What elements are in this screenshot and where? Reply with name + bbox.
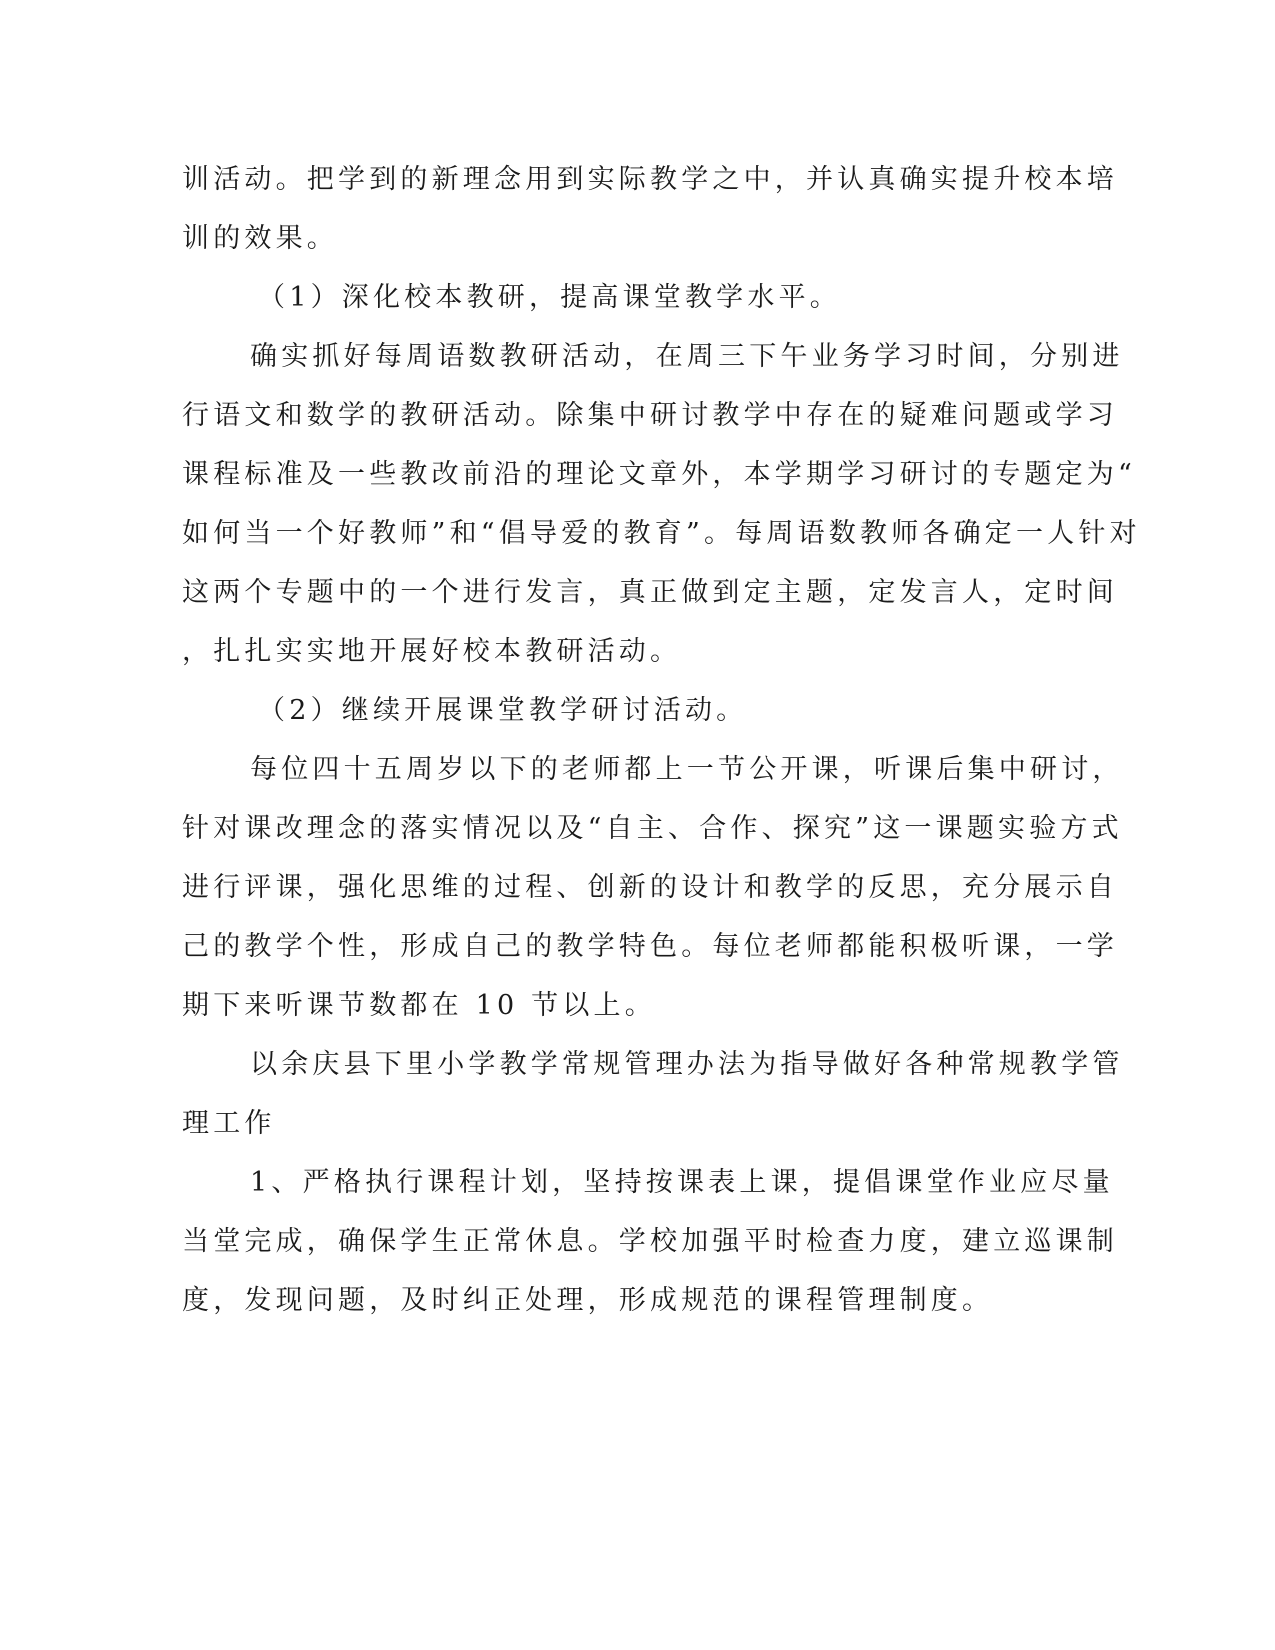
body-text-line: 行语文和数学的教研活动。除集中研讨教学中存在的疑难问题或学习 — [182, 400, 1118, 431]
paragraph-first-line: 1、严格执行课程计划，坚持按课表上课，提倡课堂作业应尽量 — [250, 1167, 1114, 1198]
section-heading-2: （2）继续开展课堂教学研讨活动。 — [258, 695, 748, 726]
body-text-line: 理工作 — [182, 1108, 276, 1139]
body-text-line: 度，发现问题，及时纠正处理，形成规范的课程管理制度。 — [182, 1285, 994, 1316]
paragraph-first-line: 每位四十五周岁以下的老师都上一节公开课，听课后集中研讨， — [250, 754, 1124, 785]
section-heading-1: （1）深化校本教研，提高课堂教学水平。 — [258, 282, 841, 313]
body-text-line: 这两个专题中的一个进行发言，真正做到定主题，定发言人，定时间 — [182, 577, 1118, 608]
body-text-line: 己的教学个性，形成自己的教学特色。每位老师都能积极听课，一学 — [182, 931, 1118, 962]
paragraph-first-line: 以余庆县下里小学教学常规管理办法为指导做好各种常规教学管 — [250, 1049, 1124, 1080]
body-text-line: 课程标准及一些教改前沿的理论文章外，本学期学习研讨的专题定为“ — [182, 459, 1137, 490]
body-text-line: ，扎扎实实地开展好校本教研活动。 — [182, 636, 682, 667]
body-text-line: 如何当一个好教师”和“倡导爱的教育”。每周语数教师各确定一人针对 — [182, 518, 1141, 549]
body-text-line: 训的效果。 — [182, 223, 338, 254]
body-text-line: 当堂完成，确保学生正常休息。学校加强平时检查力度，建立巡课制 — [182, 1226, 1118, 1257]
body-text-line: 针对课改理念的落实情况以及“自主、合作、探究”这一课题实验方式 — [182, 813, 1123, 844]
body-text-line: 训活动。把学到的新理念用到实际教学之中，并认真确实提升校本培 — [182, 164, 1118, 195]
body-text-line: 进行评课，强化思维的过程、创新的设计和教学的反思，充分展示自 — [182, 872, 1118, 903]
paragraph-first-line: 确实抓好每周语数教研活动，在周三下午业务学习时间，分别进 — [250, 341, 1124, 372]
body-text-line: 期下来听课节数都在 10 节以上。 — [182, 990, 656, 1021]
